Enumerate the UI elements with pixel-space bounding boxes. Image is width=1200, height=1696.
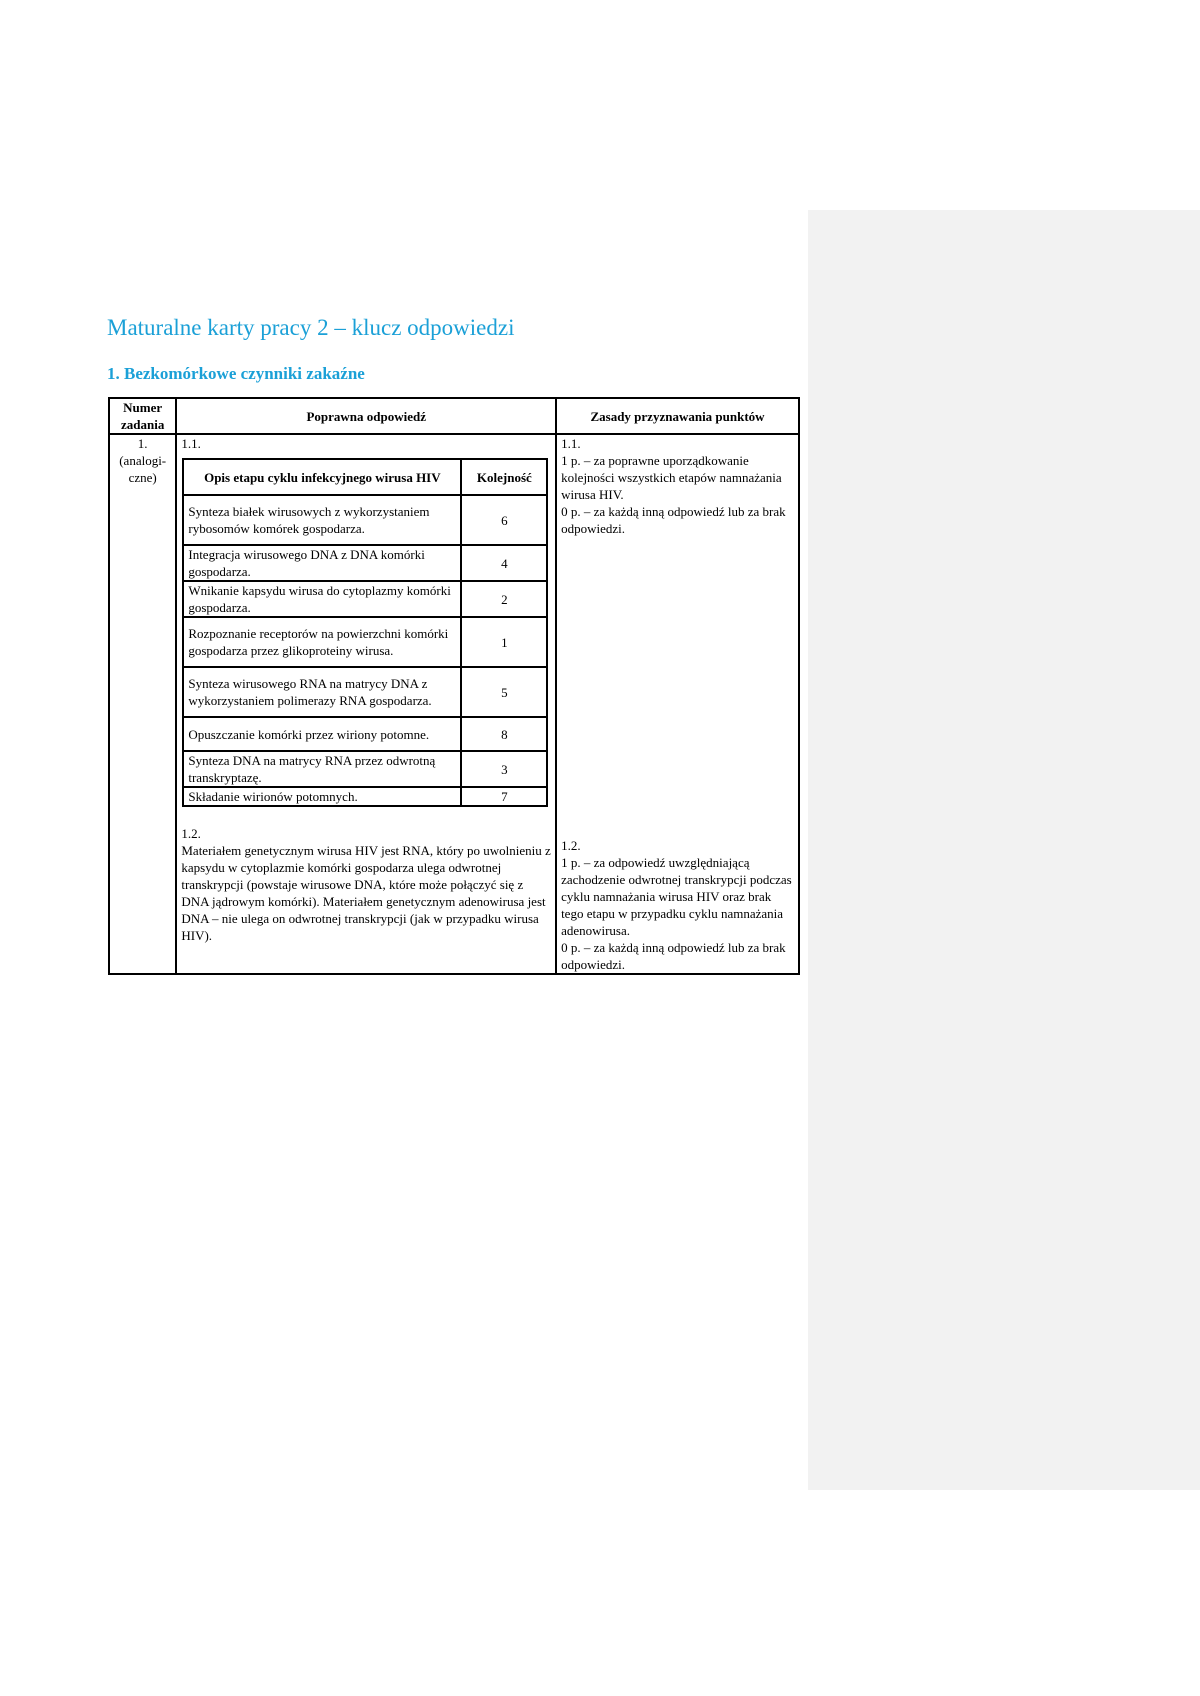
inner-header-row (183, 459, 547, 495)
q1-rules-zero: 0 p. – za każdą inną odpowiedź lub za brak odpowiedzi. (561, 504, 786, 536)
stage-order: 7 (461, 787, 547, 806)
table-row (183, 495, 547, 545)
hiv-cycle-table (182, 458, 548, 807)
table-row (183, 751, 547, 787)
q2-label: 1.2. (181, 826, 201, 841)
task-number: 1. (137, 436, 148, 451)
answer-cell (176, 434, 556, 974)
q1-label: 1.1. (181, 436, 201, 451)
header-answer: Poprawna odpowiedź (176, 398, 556, 434)
answer-key-table (108, 397, 800, 975)
q1-rules-label: 1.1. (561, 436, 581, 451)
task-note: (analogi-czne) (119, 453, 167, 485)
inner-header-order: Kolejność (461, 459, 547, 495)
stage-order: 8 (461, 717, 547, 751)
stage-order: 1 (461, 617, 547, 667)
stage-description: Opuszczanie komórki przez wiriony potomne. (183, 717, 461, 751)
table-row (183, 617, 547, 667)
inner-header-description: Opis etapu cyklu infekcyjnego wirusa HIV (183, 459, 461, 495)
stage-description: Wnikanie kapsydu wirusa do cytoplazmy komórki gospodarza. (183, 581, 461, 617)
task-number-cell (109, 434, 176, 974)
table-row (183, 545, 547, 581)
stage-description: Składanie wirionów potomnych. (183, 787, 461, 806)
table-row (183, 717, 547, 751)
q2-rules-label: 1.2. (561, 838, 581, 853)
stage-description: Synteza wirusowego RNA na matrycy DNA z wykorzystaniem polimerazy RNA gospodarza. (183, 667, 461, 717)
q2-answer-block (181, 825, 551, 944)
stage-description: Synteza białek wirusowych z wykorzystaniem rybosomów komórek gospodarza. (183, 495, 461, 545)
table-row (183, 787, 547, 806)
stage-order: 4 (461, 545, 547, 581)
section-title: 1. Bezkomórkowe czynniki zakaźne (107, 364, 365, 383)
header-number: Numer zadania (109, 398, 176, 434)
stage-order: 5 (461, 667, 547, 717)
table-row (183, 667, 547, 717)
rules-cell (556, 434, 799, 974)
comment-pane (808, 210, 1200, 1490)
q2-answer-text: Materiałem genetycznym wirusa HIV jest RNA, który po uwolnieniu z kapsydu w cytoplazmie komórki gospodarza ulega odwrotnej transkrypcji (powstaje wirusowe DNA, które może połączyć się z DNA jądrowym komórki). Materiałem genetycznym adenowirusa jest DNA – nie ulega on odwrotnej transkrypcji (jak w przypadku wirusa HIV). (181, 843, 551, 943)
stage-order: 3 (461, 751, 547, 787)
q2-rules-zero: 0 p. – za każdą inną odpowiedź lub za brak odpowiedzi. (561, 940, 786, 972)
table-row (109, 434, 799, 974)
stage-order: 2 (461, 581, 547, 617)
q2-rules-block (561, 837, 794, 973)
stage-description: Synteza DNA na matrycy RNA przez odwrotną transkryptazę. (183, 751, 461, 787)
q1-rules-text: 1 p. – za poprawne uporządkowanie kolejności wszystkich etapów namnażania wirusa HIV. (561, 453, 782, 502)
stage-description: Rozpoznanie receptorów na powierzchni komórki gospodarza przez glikoproteiny wirusa. (183, 617, 461, 667)
q2-rules-text: 1 p. – za odpowiedź uwzględniającą zachodzenie odwrotnej transkrypcji podczas cyklu namnażania wirusa HIV oraz brak tego etapu w przypadku cyklu namnażania adenowirusa. (561, 855, 792, 938)
table-row (183, 581, 547, 617)
stage-order: 6 (461, 495, 547, 545)
stage-description: Integracja wirusowego DNA z DNA komórki gospodarza. (183, 545, 461, 581)
document-title: Maturalne karty pracy 2 – klucz odpowiedzi (107, 315, 515, 340)
table-header-row (109, 398, 799, 434)
header-rules: Zasady przyznawania punktów (556, 398, 799, 434)
